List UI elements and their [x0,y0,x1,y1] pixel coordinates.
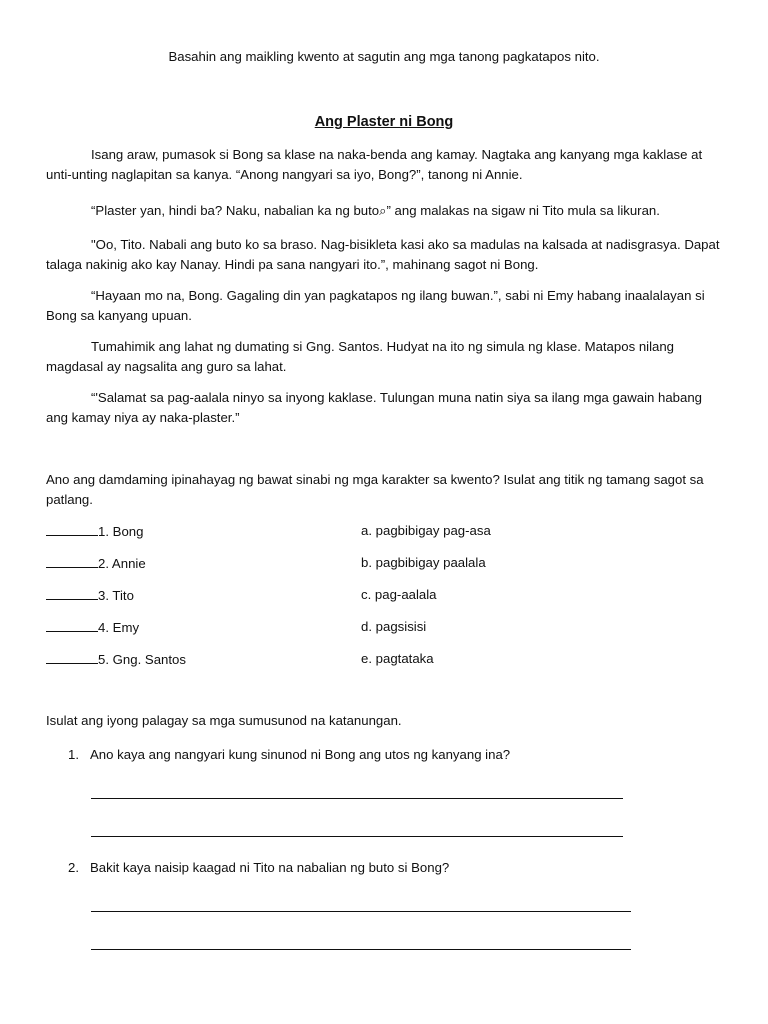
character-label: 1. Bong [98,524,144,539]
matching-item-1 [46,521,143,542]
choice-d: d. pagsisisi [361,619,427,634]
matching-item-2 [46,553,146,574]
question-text: Bakit kaya naisip kaagad ni Tito na nabalian ng buto si Bong? [90,860,450,875]
answer-blank[interactable] [46,553,98,568]
choice-b: b. pagbibigay paalala [361,555,486,570]
open-question-2 [68,858,449,878]
character-label: 3. Tito [98,588,134,603]
story-paragraph-6: “'Salamat sa pag-aalala ninyo sa inyong kaklase. Tulungan muna natin siya sa ilang mga gawain habang ang kamay niya ay naka-plaster.” [46,390,702,425]
question-number: 1. [68,747,79,762]
open-question-1 [68,745,510,765]
open-question-instruction: Isulat ang iyong palagay sa mga sumusunod na katanungan. [46,713,402,728]
answer-blank[interactable] [46,649,98,664]
story-paragraph-3: "Oo, Tito. Nabali ang buto ko sa braso. Nag-bisikleta kasi ako sa madulas na kalsada at nadisgrasya. Dapat talaga nakinig ako kay Nanay. Hindi pa sana nangyari ito.”, mahinang sagot ni Bong. [46,237,720,272]
answer-blank[interactable] [46,521,98,536]
story-paragraph-1: Isang araw, pumasok si Bong sa klase na naka-benda ang kamay. Nagtaka ang kanyang mga kaklase at unti-unting naglapitan sa kanya. “Anong nangyari sa iyo, Bong?”, tanong ni Annie. [46,147,703,182]
answer-blank[interactable] [46,585,98,600]
reading-instruction: Basahin ang maikling kwento at sagutin ang mga tanong pagkatapos nito. [168,49,600,64]
character-label: 2. Annie [98,556,146,571]
matching-item-5 [46,649,186,670]
story-title: Ang Plaster ni Bong [314,114,454,130]
matching-question: Ano ang damdaming ipinahayag ng bawat sinabi ng mga karakter sa kwento? Isulat ang titik ng tamang sagot sa patlang. [46,472,704,507]
matching-item-4 [46,617,139,638]
answer-line[interactable] [91,836,623,837]
question-text: Ano kaya ang nangyari kung sinunod ni Bong ang utos ng kanyang ina? [90,747,511,762]
story-paragraph-2: “Plaster yan, hindi ba? Naku, nabalian ka ng buto⌕” ang malakas na sigaw ni Tito mula sa likuran. [91,203,660,218]
choice-c: c. pag-aalala [361,587,437,602]
choice-e: e. pagtataka [361,651,434,666]
answer-line[interactable] [91,911,631,912]
answer-line[interactable] [91,798,623,799]
character-label: 5. Gng. Santos [98,652,186,667]
matching-item-3 [46,585,134,606]
answer-blank[interactable] [46,617,98,632]
answer-line[interactable] [91,949,631,950]
story-paragraph-5: Tumahimik ang lahat ng dumating si Gng. Santos. Hudyat na ito ng simula ng klase. Matapos nilang magdasal ay nagsalita ang guro sa lahat. [46,339,675,374]
character-label: 4. Emy [98,620,140,635]
choice-a: a. pagbibigay pag-asa [361,523,491,538]
story-paragraph-4: “Hayaan mo na, Bong. Gagaling din yan pagkatapos ng ilang buwan.”, sabi ni Emy habang inaalalayan si Bong sa kanyang upuan. [46,288,705,323]
question-number: 2. [68,860,79,875]
